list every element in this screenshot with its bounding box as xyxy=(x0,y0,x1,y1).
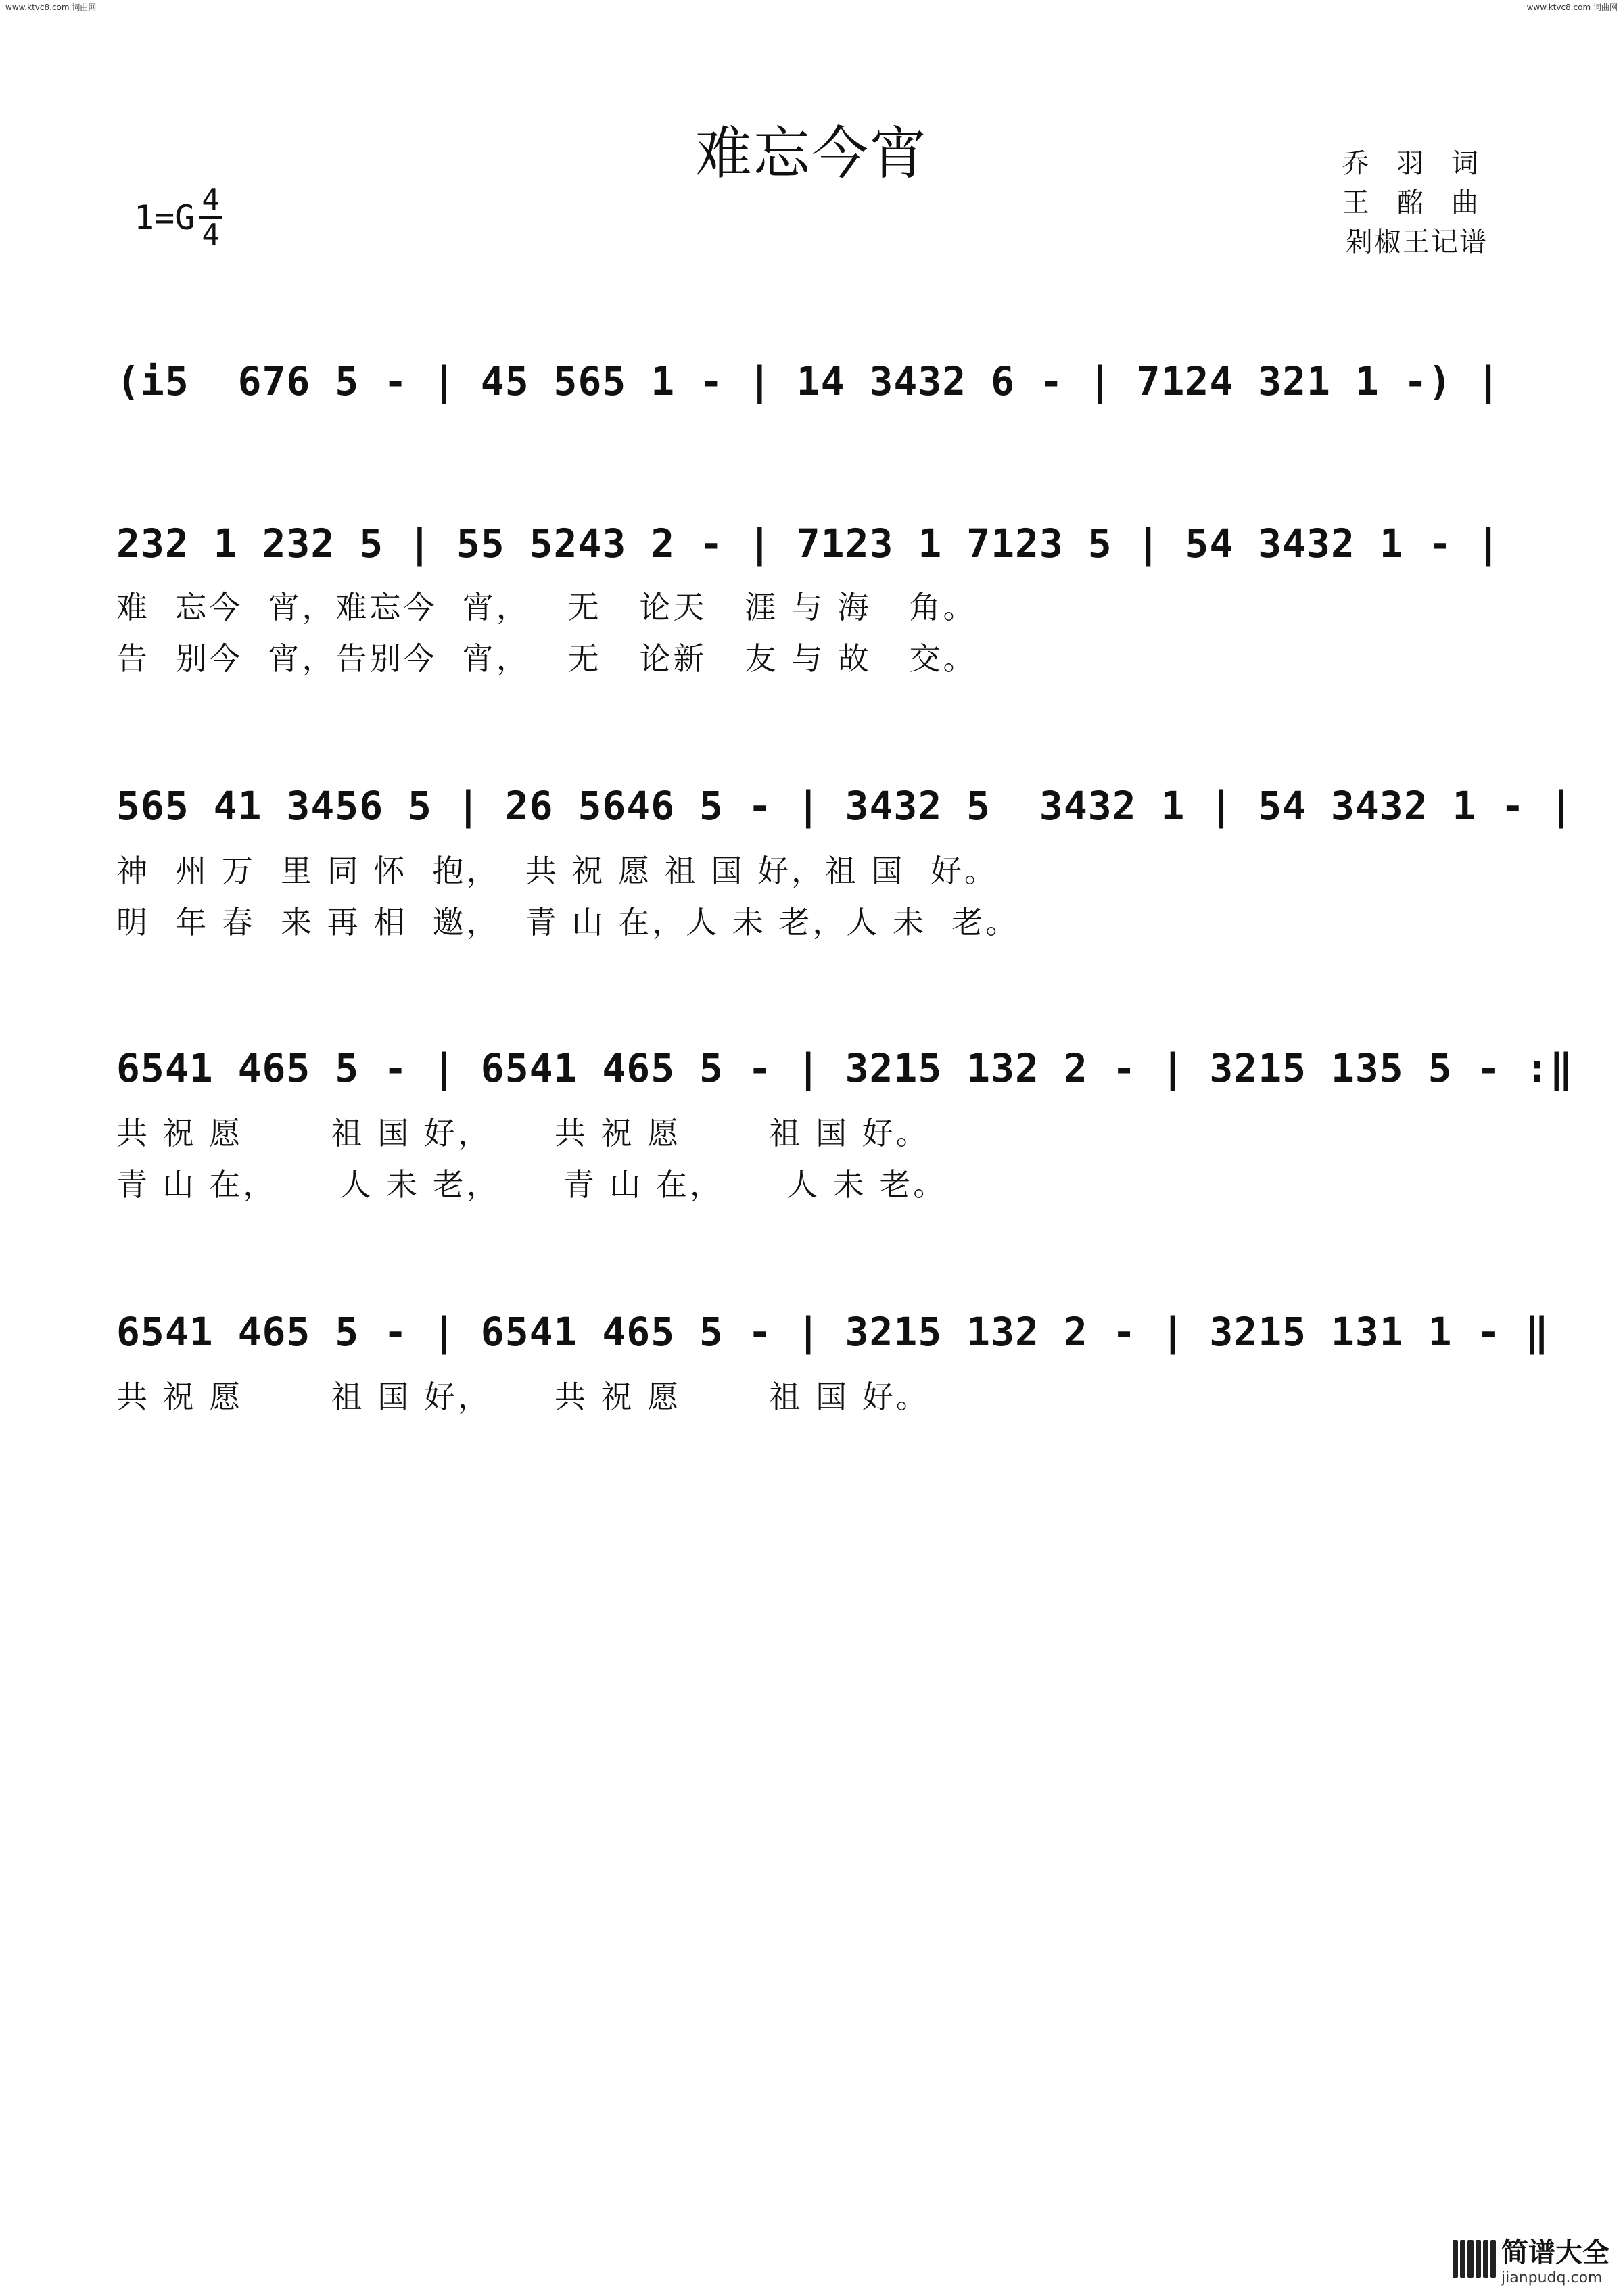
lyric-line-2-verse-2: 告 别今 宵，告别今 宵， 无 论新 友 与 故 交。 xyxy=(116,640,977,677)
lyricist-credit: 乔 羽 词 xyxy=(1342,148,1488,179)
lyric-line-3-verse-1: 神 州 万 里 同 怀 抱， 共 祝 愿 祖 国 好，祖 国 好。 xyxy=(116,853,998,889)
time-signature-bottom: 4 xyxy=(202,218,220,252)
transcriber-credit: 剁椒王记谱 xyxy=(1346,226,1488,258)
key-and-time-signature xyxy=(134,184,222,252)
song-title: 难忘今宵 xyxy=(695,120,928,187)
notation-line-1: (i5 676 5 - | 45 565 1 - | 14 3432 6 - | 7124 321 1 -) | xyxy=(116,358,1501,404)
notation-line-5: 6541 465 5 - | 6541 465 5 - | 3215 132 2 - | 3215 131 1 - ‖ xyxy=(116,1309,1550,1355)
logo-subtitle: jianpudq.com xyxy=(1501,2270,1603,2287)
time-signature xyxy=(199,184,222,252)
source-watermark-right: www.ktvc8.com 词曲网 xyxy=(1526,3,1618,12)
lyric-line-3-verse-2: 明 年 春 来 再 相 邀， 青 山 在，人 未 老，人 未 老。 xyxy=(116,904,1020,940)
lyric-line-4-verse-1: 共 祝 愿 祖 国 好， 共 祝 愿 祖 国 好。 xyxy=(116,1115,930,1151)
notation-line-2: 232 1 232 5 | 55 5243 2 - | 7123 1 7123 5 | 54 3432 1 - | xyxy=(116,521,1501,567)
key-signature: 1=G xyxy=(134,198,195,237)
notation-line-4: 6541 465 5 - | 6541 465 5 - | 3215 132 2 - | 3215 135 5 - :‖ xyxy=(116,1045,1574,1091)
time-signature-top: 4 xyxy=(199,184,222,219)
jianpudq-logo xyxy=(1453,2231,1609,2287)
composer-credit: 王 酩 曲 xyxy=(1342,187,1488,218)
lyric-line-2-verse-1: 难 忘今 宵，难忘今 宵， 无 论天 涯 与 海 角。 xyxy=(116,589,977,625)
lyric-line-4-verse-2: 青 山 在， 人 未 老， 青 山 在， 人 未 老。 xyxy=(116,1166,947,1203)
logo-title: 简谱大全 xyxy=(1501,2237,1609,2268)
notation-line-3: 565 41 3456 5 | 26 5646 5 - | 3432 5 3432 1 | 54 3432 1 - | xyxy=(116,783,1574,829)
lyric-line-5-verse-1: 共 祝 愿 祖 国 好， 共 祝 愿 祖 国 好。 xyxy=(116,1379,930,1415)
source-watermark-left: www.ktvc8.com 词曲网 xyxy=(5,3,97,12)
piano-keys-icon xyxy=(1453,2240,1496,2278)
